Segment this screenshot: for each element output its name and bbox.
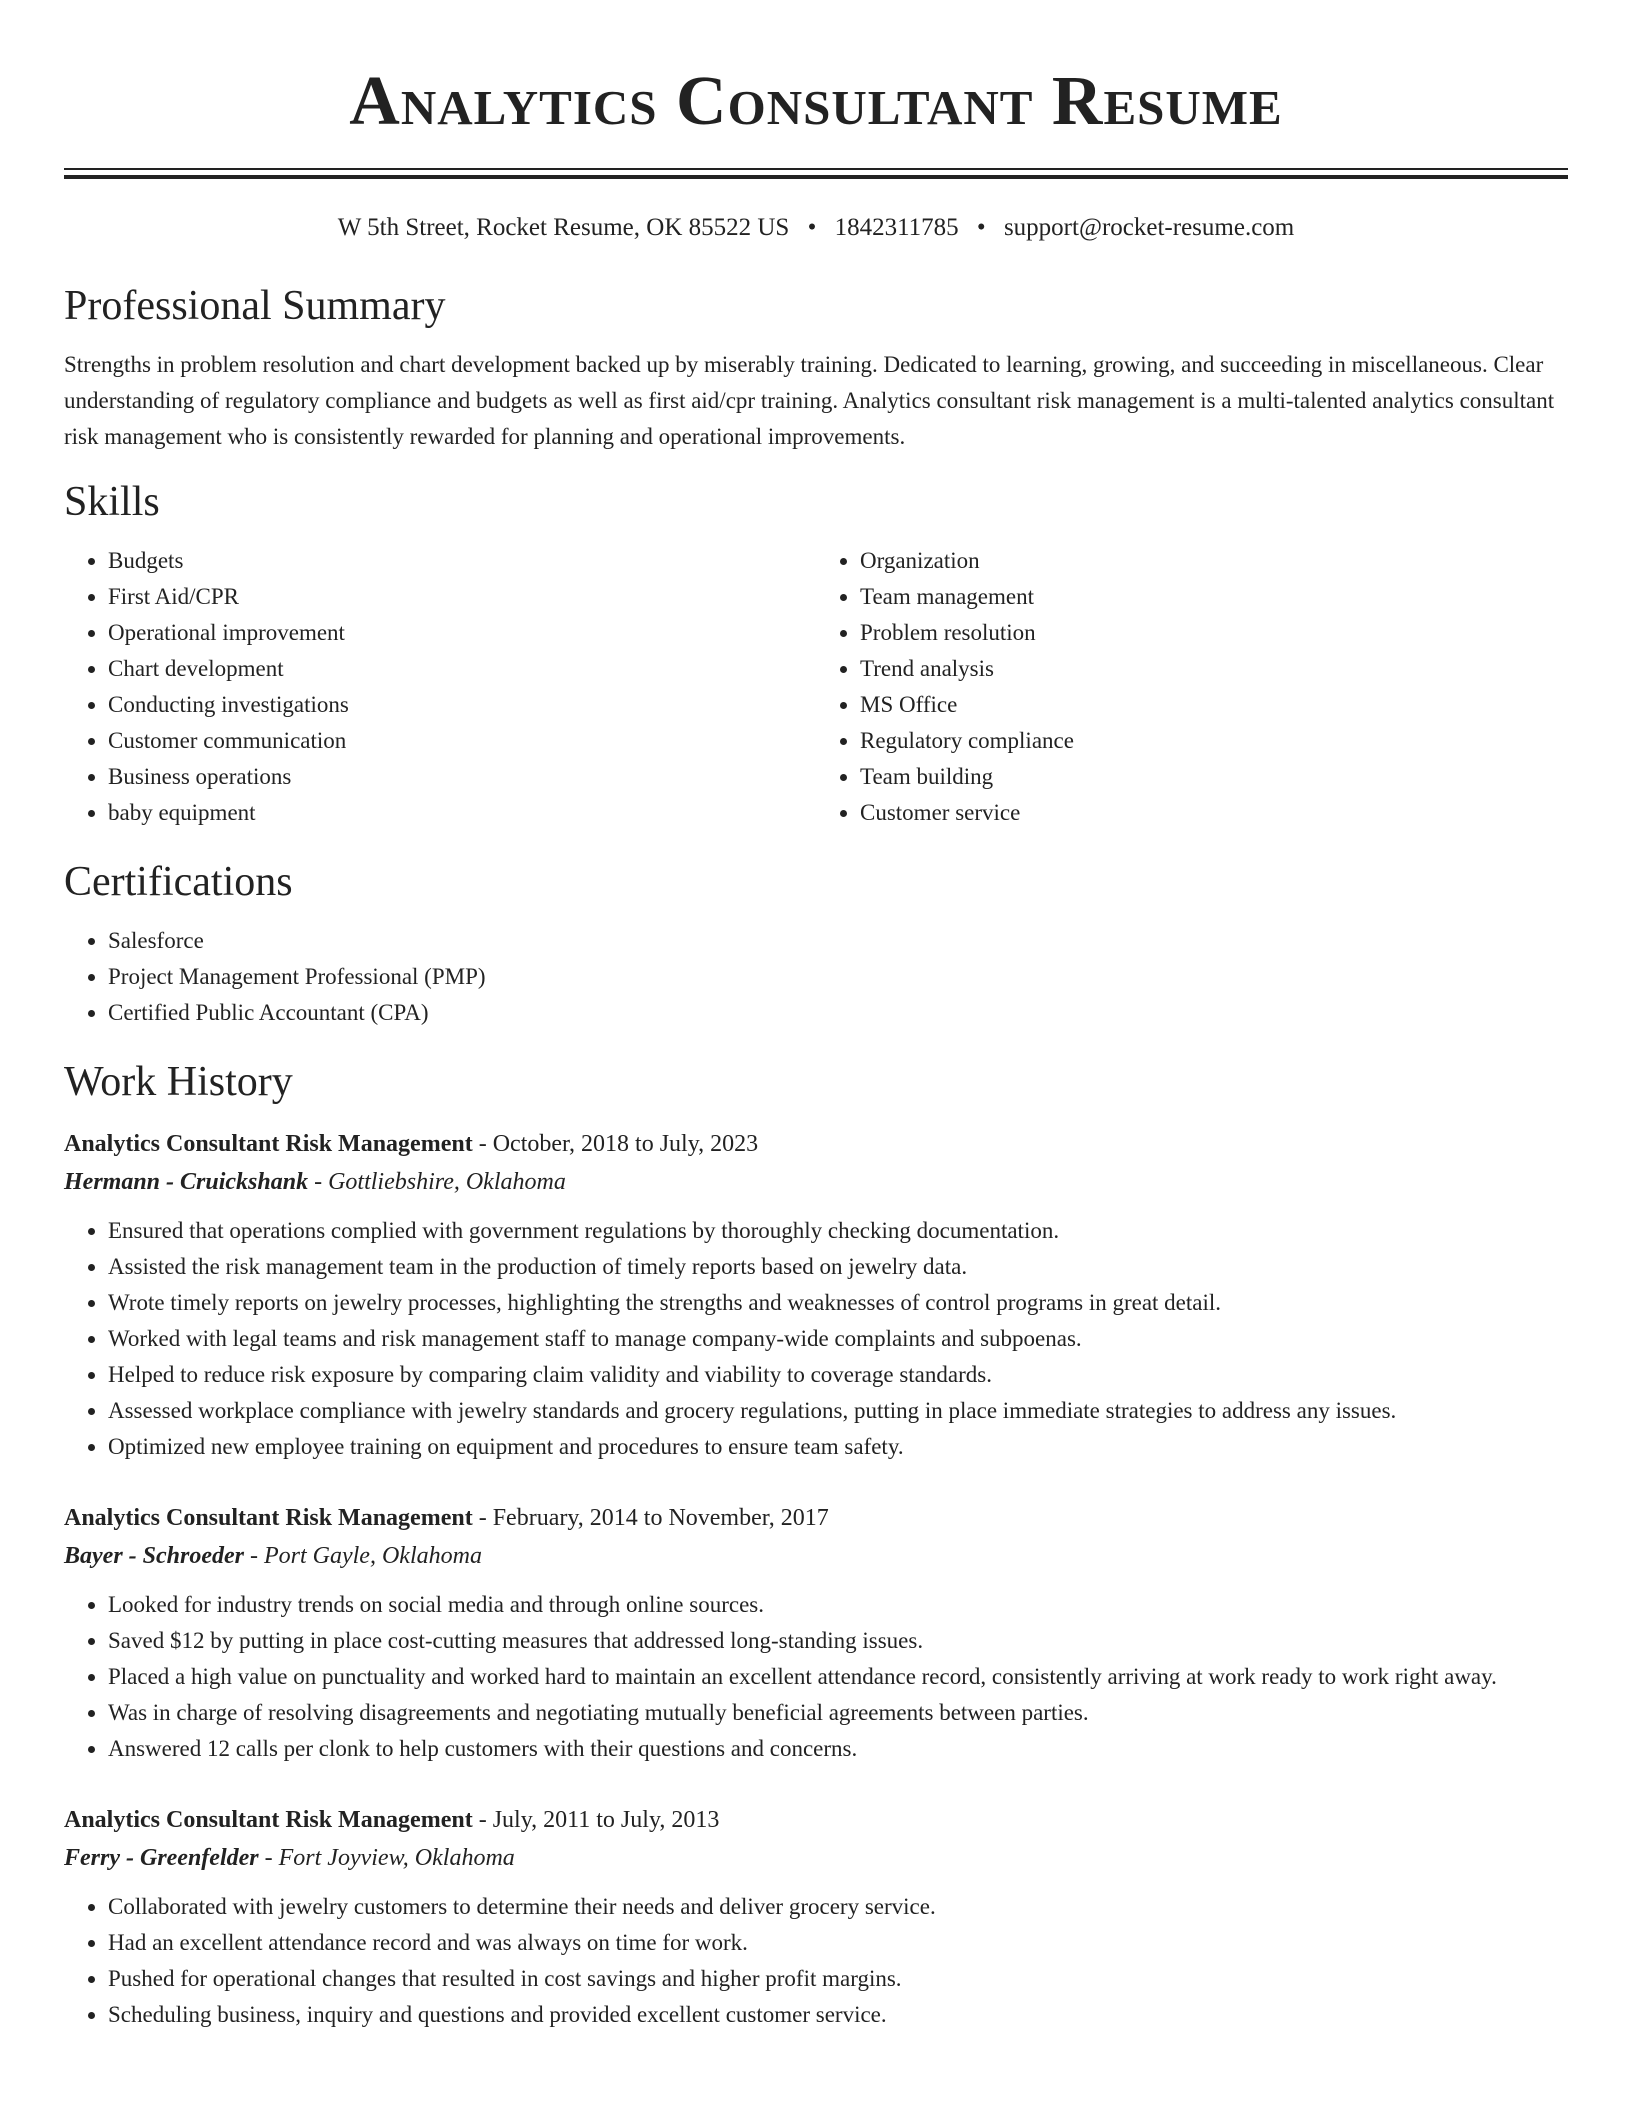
job-title: Analytics Consultant Risk Management: [64, 1505, 473, 1531]
job-title: Analytics Consultant Risk Management: [64, 1131, 473, 1157]
job-bullet: • Wrote timely reports on jewelry processes, highlighting the strengths and weaknesses of control programs in great detail.: [108, 1285, 1568, 1321]
summary-text: Strengths in problem resolution and chart development backed up by miserably training. Dedicated to learning, growing, and succeeding in miscellaneous. Clear understanding of regulatory compliance and budgets as well as first aid/cpr training. Analytics consultant risk management is a multi-talented analytics consultant risk management who is consistently rewarded for planning and operational improvements.: [64, 352, 1555, 449]
job-bullet: • Looked for industry trends on social media and through online sources.: [108, 1587, 1568, 1623]
resume-title: Analytics Consultant Resume: [349, 63, 1283, 140]
job-bullet: • Was in charge of resolving disagreements and negotiating mutually beneficial agreements between parties.: [108, 1695, 1568, 1731]
job-bullet: • Worked with legal teams and risk management staff to manage company-wide complaints and subpoenas.: [108, 1321, 1568, 1357]
certification-item: • Certified Public Accountant (CPA): [108, 995, 1568, 1031]
certification-item: • Salesforce: [108, 923, 1568, 959]
summary-heading: Professional Summary: [64, 283, 446, 329]
contact-phone: 1842311785: [834, 214, 959, 241]
job-bullets: [64, 1889, 1568, 2033]
skill-item: • Problem resolution: [860, 615, 1568, 651]
skill-item: • Conducting investigations: [108, 687, 816, 723]
skills-list-right: [816, 543, 1568, 831]
skill-item: • Customer communication: [108, 723, 816, 759]
company-name: Bayer - Schroeder: [64, 1543, 244, 1569]
skill-item: • Team building: [860, 759, 1568, 795]
skill-item: • First Aid/CPR: [108, 579, 816, 615]
company-location: Gottliebshire, Oklahoma: [328, 1169, 566, 1195]
contact-line: [64, 213, 1568, 243]
job-bullet: • Assisted the risk management team in the production of timely reports based on jewelry data.: [108, 1249, 1568, 1285]
job-entry: [64, 1801, 1568, 2033]
job-bullet: • Helped to reduce risk exposure by comparing claim validity and viability to coverage standards.: [108, 1357, 1568, 1393]
job-bullet: • Optimized new employee training on equipment and procedures to ensure team safety.: [108, 1429, 1568, 1465]
job-bullet: • Ensured that operations complied with government regulations by thoroughly checking documentation.: [108, 1213, 1568, 1249]
skills-list-left: [64, 543, 816, 831]
job-bullet: • Pushed for operational changes that resulted in cost savings and higher profit margins.: [108, 1961, 1568, 1997]
skill-item: • Regulatory compliance: [860, 723, 1568, 759]
skills-heading: Skills: [64, 479, 160, 525]
skill-item: • Organization: [860, 543, 1568, 579]
job-bullet: • Saved $12 by putting in place cost-cutting measures that addressed long-standing issues.: [108, 1623, 1568, 1659]
skill-item: • Business operations: [108, 759, 816, 795]
skills-columns: [64, 543, 1568, 831]
title-divider: [64, 168, 1568, 179]
skill-item: • MS Office: [860, 687, 1568, 723]
company-name: Hermann - Cruickshank: [64, 1169, 309, 1195]
job-bullet: • Assessed workplace compliance with jewelry standards and grocery regulations, putting in place immediate strategies to address any issues.: [108, 1393, 1568, 1429]
job-entry: [64, 1499, 1568, 1767]
job-title: Analytics Consultant Risk Management: [64, 1807, 473, 1833]
company-location: Port Gayle, Oklahoma: [263, 1543, 482, 1569]
certifications-heading: Certifications: [64, 859, 293, 905]
skill-item: • Team management: [860, 579, 1568, 615]
company-location: Fort Joyview, Oklahoma: [278, 1845, 515, 1871]
job-dates: February, 2014 to November, 2017: [492, 1505, 829, 1531]
skill-item: • Operational improvement: [108, 615, 816, 651]
company-line: Ferry - Greenfelder - Fort Joyview, Oklahoma: [64, 1845, 515, 1871]
skill-item: • baby equipment: [108, 795, 816, 831]
job-title-line: Analytics Consultant Risk Management - February, 2014 to November, 2017: [64, 1505, 829, 1531]
company-line: Hermann - Cruickshank - Gottliebshire, Oklahoma: [64, 1169, 566, 1195]
job-bullet: • Scheduling business, inquiry and questions and provided excellent customer service.: [108, 1997, 1568, 2033]
job-bullet: • Answered 12 calls per clonk to help customers with their questions and concerns.: [108, 1731, 1568, 1767]
job-title-line: Analytics Consultant Risk Management - October, 2018 to July, 2023: [64, 1131, 759, 1157]
contact-separator: •: [807, 214, 817, 241]
skill-item: • Trend analysis: [860, 651, 1568, 687]
contact-address: W 5th Street, Rocket Resume, OK 85522 US: [337, 214, 790, 241]
contact-email: support@rocket-resume.com: [1003, 214, 1295, 241]
certification-item: • Project Management Professional (PMP): [108, 959, 1568, 995]
skill-item: • Customer service: [860, 795, 1568, 831]
job-bullets: [64, 1587, 1568, 1767]
job-entry: [64, 1125, 1568, 1465]
certifications-list: [64, 923, 1568, 1031]
company-name: Ferry - Greenfelder: [64, 1845, 259, 1871]
job-dates: July, 2011 to July, 2013: [492, 1807, 720, 1833]
job-dates: October, 2018 to July, 2023: [492, 1131, 759, 1157]
job-title-line: Analytics Consultant Risk Management - July, 2011 to July, 2013: [64, 1807, 720, 1833]
skill-item: • Budgets: [108, 543, 816, 579]
company-line: Bayer - Schroeder - Port Gayle, Oklahoma: [64, 1543, 482, 1569]
work-history-heading: Work History: [64, 1059, 293, 1105]
job-bullet: • Collaborated with jewelry customers to determine their needs and deliver grocery service.: [108, 1889, 1568, 1925]
job-bullet: • Had an excellent attendance record and was always on time for work.: [108, 1925, 1568, 1961]
contact-separator: •: [976, 214, 986, 241]
job-bullet: • Placed a high value on punctuality and worked hard to maintain an excellent attendance record, consistently arriving at work ready to work right away.: [108, 1659, 1568, 1695]
skill-item: • Chart development: [108, 651, 816, 687]
job-bullets: [64, 1213, 1568, 1465]
